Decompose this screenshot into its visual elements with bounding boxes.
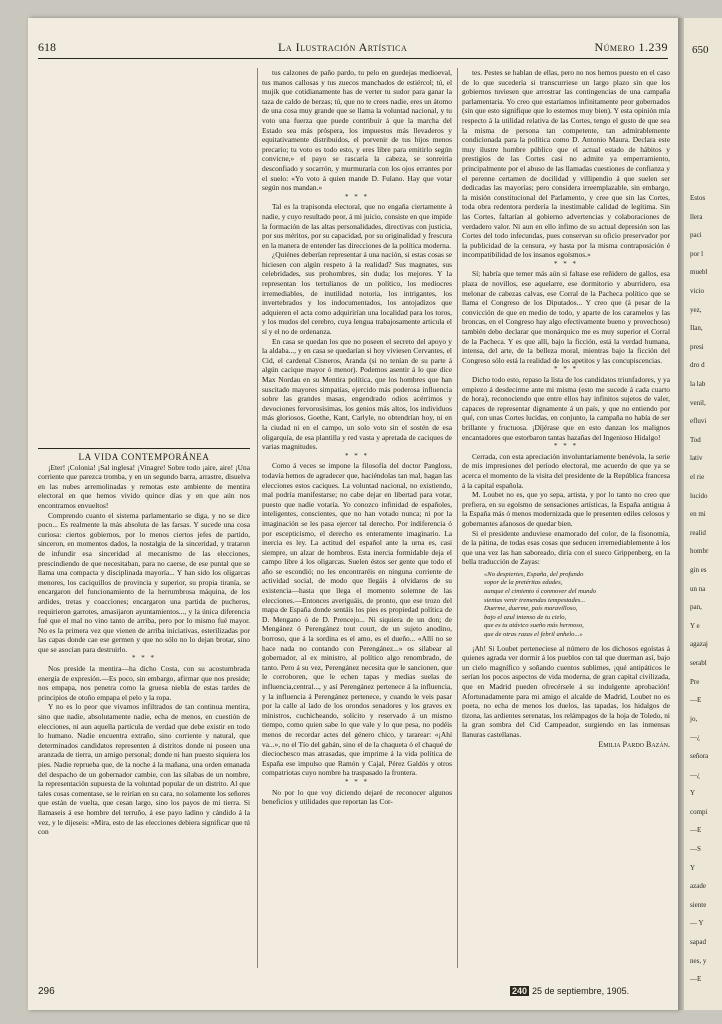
section-stars: * * * [554, 259, 578, 268]
adjacent-page-fragment: la lab [690, 380, 706, 388]
adjacent-page-fragment: serabl [690, 659, 707, 667]
adjacent-page-fragment: presi [690, 342, 704, 351]
adjacent-page-fragment: realid [690, 528, 706, 537]
poem-line: aunque el cimiento ó conmover del mundo [484, 588, 597, 596]
poem-line: «No despiertes, España, del profundo [484, 570, 584, 578]
adjacent-page-fragment: Y e [690, 621, 700, 630]
adjacent-page-fragment: gin es [690, 566, 707, 574]
adjacent-page-fragment: el rie [690, 473, 705, 481]
poem-line: sopor de la pretéritas edades, [484, 579, 563, 587]
adjacent-page-fragment: lativ [690, 454, 703, 463]
section-rule [38, 448, 250, 449]
page-header [38, 40, 668, 56]
column-1 [38, 68, 250, 837]
section-stars: * * * [345, 192, 369, 201]
paragraph: Cerrada, con esta apreciación involuntariamente benévola, la serie de mis impresiones del período electoral, me acuerdo de que ya se acerca el momento de la visita del presidente de la República francesa á la capital española. [462, 451, 670, 490]
paragraph: No por lo que voy diciendo dejaré de reconocer algunos beneficios y utilidades que reportan las Cor- [262, 787, 452, 807]
adjacent-page-fragment: jo, [690, 714, 698, 723]
paragraph: Comprendo cuanto el sistema parlamentario se diga, y no se dice poco... Es realmente la más absoluta de las farsas. Y sucede una cosa curiosa: ciertos gobiernos, por lo menos ciertos jefes de partido, sinceron, en momentos dados, la nostalgia de la sinceridad, y trataron de infundir esa sinceridad al mecanismo de las elecciones, prescindiendo de que necesitaban, para no caerse, de ese puntal que se llama una compacta y disciplinada mayoría... Y han sido los oligarcas menores, los caciquillos de provincia y superior, su propia tiranía, se encargaron del funcionamiento de la herrumbrosa máquina, de los ardides, tretas y coacciones; encargaron una partida de pucheros, requirieron garrotes, amasijaron ayuntamientos..., y la única diferencia fué que el mal no vino tanto de arriba, pero por lo mismo fué mayor. No es la primera vez que vienen de arriba iniciativas, esterilizadas por las capas donde cae ese germen y que no sólo no lo dejan brotar, sino que se asocian para destruirlo. [38, 510, 250, 654]
section-stars: * * * [132, 654, 156, 663]
adjacent-page-fragment: yez, [690, 305, 702, 314]
paragraph: M. Loubet no es, que yo sepa, artista, y por lo tanto no creo que prefiera, en su egoísmo de sensaciones artísticas, la España antigua á la España más ó menos modernizada que le presenten ediles celosos y gobernantes afanosos de quedar bien. [462, 490, 670, 528]
adjacent-page-fragment: —E [690, 826, 702, 835]
poem-line: que de otras razas el febril anhelo...» [484, 631, 583, 639]
adjacent-page-fragment: un na [690, 584, 706, 593]
paragraph: Sí; habría que temer más aún si faltase ese reñidero de gallos, esa plaza de novillos, ese aquelarre, ese dormitorio y aburridero, esa melonar de cabezas calvas, ese Corral de la Pacheca político que se llama el Congreso de los Diputados... Y creo que (á pesar de la convicción de que en medio de todo, y aparte de los caramelos y las broncas, en el Congreso hay algo efectivamente bueno y provechoso) también debo declarar que monárquico me es muy superior el Corral de la Pacheca. Y es que allí, bajo la ficción, está la verdad humana, intensa, del arte, de la belleza moral, mientras bajo la ficción del Congreso sólo está la realidad de los apetitos y las concupiscencias. [462, 269, 670, 365]
section-stars: * * * [554, 365, 578, 374]
header-rule [38, 58, 668, 59]
adjacent-page-fragment: siente [690, 900, 707, 909]
paragraph: Nos preside la mentira—ha dicho Costa, con su acostumbrada energía de expresión.—Es poco, sin embargo, afirmar que nos preside; nos empapa, nos penetra como la gruesa niebla de estas tardes de principios de otoño empapa el pelo y la ropa. [38, 664, 250, 702]
issue-number: Número 1.239 [594, 40, 668, 54]
column-divider [257, 68, 258, 968]
adjacent-page [684, 18, 722, 1010]
adjacent-page-fragment: —¿ [690, 770, 701, 779]
page-footer [38, 986, 668, 1002]
column-2 [262, 68, 452, 807]
adjacent-page-fragment: — Y [690, 919, 704, 928]
paragraph: Como á veces se impone la filosofía del doctor Pangloss, todavía hemos de agradecer que, haciéndolas tan mal, hagan las elecciones estos caciques. La voluntad nacional, no existiendo, mal podría manifestarse; no cabe dejar en libertad para votar, puesto que nadie votaría. Yo conozco infinidad de españoles, inteligentes, conscientes, que no han votado nunca; ni por la imaginación se les pasa ejercer tal derecho. Por indiferencia ó por escepticismo, el derecho es enteramente imaginario. La inercia es ley. La actitud del español ante la urna es, casi siempre, un alzar de hombros. Esta inercia formidable deja el campo libre á los oligarcas. Suelen éstos ser gente que todo el año se escondió; no les encontraréis en ninguna corriente de actividad social, de modo que llegáis á olvidaros de su existencia—hasta que llega el momento solemne de las elecciones.—Entonces averiguáis, de pronto, que ese trozo del mapa de España donde sentáis los pies es propiedad política de D. Mengano ó de D. Prencejo... Ni siquiera de un don; de Mengánez ó Perengánez tout court, de un sujeto anodino, borroso, que á la sordina es el amo, es el dueño... «Allí no se hace nada no contando con Perengánez...» os silabear al gobernador, al ex ministro, al político algo renombrado, de tanto. Pero á su vez, Perengánez necesita que le sancionen, que le corroboren, que le echen tapas y medias suelas de influencia,central..., y así Perengánez pertenece á la influencia, y la influencia á Perengánez pertenece, y cuando le veis pasar por la calle al lado de los orondos senadores y los graves ex ministros, cuchicheando, solícito y reservado á un mismo tiempo, como quien sabe lo que vale y lo que pesa, no podéis menos de recordar actes del género chico, y tararear: «¡Ahí va...», no el Tío del gabán, sino el de la chaqueta ó el chaqué de dieciochesco mas atrasadas, que imprime á la vida política de España ese impulso que Ramón y Cajal, Pérez Galdós y otros compatriotas cuyo nombre ha traspasado la frontera. [262, 461, 452, 778]
blank-space [38, 68, 250, 448]
adjacent-page-fragment: —¿ [690, 733, 701, 742]
column-3 [462, 68, 670, 749]
poem-line: bajo el azul intenso de tu cielo, [484, 613, 567, 621]
paragraph: ¿Quiénes deberían representar á una nación, si estas cosas se hiciesen con algún respeto á la realidad? Sus magnates, sus celebridades, sus prohombres, sin duda; los mejores. Y la representan los tertulianos de un político, los mediocres irremediables, de inutilidad notoria, los intrigantes, los invertebrados y los indocumentados, los antojadizos que adquieren el acta como adquirirían una localidad para los toros, y los mudos del cerebro, cuya lengua trabajosamente articula el sí y el no de ordenanza. [262, 250, 452, 337]
poem-line: que es tu atávico sueño más hermoso, [484, 622, 584, 630]
adjacent-page-fragment: llera [690, 212, 703, 221]
page-number: 618 [38, 40, 56, 54]
paragraph: Tal es la trapisonda electoral, que no engaña ciertamente á nadie, y cuyo resultado peor, á mi juicio, consiste en que impide la formación de las altas personalidades, directivas con justicia, por sus méritos, por su capacidad, por su originalidad y frescura en la manera de entender las direcciones de la política moderna. [262, 202, 452, 250]
adjacent-page-fragment: dro d [690, 361, 705, 370]
adjacent-page-fragment: —S [690, 845, 701, 853]
section-title: LA VIDA CONTEMPORÁNEA [78, 452, 210, 462]
adjacent-page-fragment: hombr [690, 547, 709, 556]
section-stars: * * * [554, 442, 578, 451]
poem [484, 571, 670, 640]
adjacent-page-fragment: en mi [690, 510, 706, 519]
paragraph: Dicho todo esto, repaso la lista de los candidatos triunfadores, y ya empiezo á desdecirme ante mi misma (esto me sucede á cada cuarto de hora), reconociendo que entre ellos hay infinitos sujetos de valer, capaces de representar dignamente á un país, y que no entiendo por qué, con unas Cortes lucidas, en conjunto, la campaña no había de ser brillante y fructuosa. ¡Díjérase que en esto danzan los malignos encantadores que estorbaron tantas hazañas del Ingenioso Hidalgo! [462, 375, 670, 442]
adjacent-page-fragment: Ilan, [690, 324, 703, 333]
adjacent-page-fragment: Tod [690, 435, 701, 444]
adjacent-page-fragment: por l [690, 249, 704, 258]
adjacent-page-fragment: nes, y [690, 956, 707, 965]
poem-line: sientas venir tremendas tempestades... [484, 596, 586, 604]
poem-line: Duerme, duerme, país maravilloso, [484, 605, 578, 613]
adjacent-page-number: 650 [692, 44, 709, 56]
paragraph: Y no es lo peor que vivamos infiltrados de tan continua mentira, sino que nadie, absolutamente nadie, echa de menos, en cuestión de elecciones, ni aun aquella partícula de verdad que debe existir en todo lo humano. Nadie encuentra extraño, sino corriente y natural, que determinados candidatos representen á distritos donde ni poseen una aranzada de tierra, un amigo personal; donde ni han puesto siquiera los pies. Nadie reprueba que, de la noche á la mañana, una orden emanada del despacho de un gobernador cambie, con las sílabas de un nombre, la representación supuesta de la voluntad popular de un distrito. Al que tales cosas comentase, se le reirían en su cara, no solamente los señores que están de vuelta, que cesan largo, sino los payos de mi tierra. Si llamaseis á ese hombre del terruño, á ese payo ladino y cándido á la vez, y le dijeseis: «Mira, esto de las elecciones debiera significar que tú con [38, 702, 250, 837]
adjacent-page-fragment: azade [690, 882, 706, 891]
paragraph: Si el presidente anduviese enamorado del color, de la fisonomía, de la pátina, de todas esas cosas que seducen irremediablemente á los que una vez las han saboreado, diría con el sueco Grippenberg, en la bella traducción de Zayas: [462, 528, 670, 567]
paragraph: En casa se quedan los que no poseen el secreto del apoyo y la aldaba..., y en casa se quedarían si hoy viviesen Cervantes, el Cid, el cardenal Cisneros, Aranda (si no tenían de su parte á algún cacique mayor ó menor). Podemos asentir á lo que dice Max Nordau en su Mentira política, que los hombres que han suscitado mayores simpatías, ejercido más poderosa influencia sobre las grandes masas, engendrado odios acérrimos y devociones fervorosísimas, los genios más altos, los individuos más gloriosos, Goethe, Kant, Carlyle, no obtendrían hoy, ni en la ciudad ni en el campo, un solo voto sin el sostén de esa oligarquía, de esa plantilla y red vasta y apretada de caciques de varias magnitudes. [262, 336, 452, 452]
paragraph: ¡Eter! ¡Colonia! ¡Sal inglesa! ¡Vinagre! Sobre todo ¡aire, aire! ¡Una corriente que parezca tromba, y en un segundo barra, arrastre, disuelva en las nubes arremolinadas y remotas este ambiente de mentira electoral en que hemos vivido quince días y en que aún nos encontramos envueltos! [38, 462, 250, 510]
adjacent-page-fragment: Y [690, 789, 696, 798]
adjacent-page-fragment: paci [690, 231, 702, 240]
footer-issue-box: 240 [512, 986, 528, 996]
adjacent-page-fragment: —E [690, 696, 702, 705]
adjacent-page-fragment: Y [690, 863, 696, 872]
adjacent-page-fragment: señora [690, 752, 709, 760]
author-signature: Emilia Pardo Bazán. [598, 739, 670, 749]
footer-page-number: 296 [38, 986, 55, 997]
footer-date: 25 de septiembre, 1905. [532, 986, 630, 996]
paragraph: tes. Pestes se hablan de ellas, pero no nos hemos puesto en el caso de lo que sucedería si transcurriese un largo plazo sin que los gobiernos tuviesen que arrostrar las contingencias de una campaña parlamentaria. Yo creo que estaríamos infinitamente peor gobernados (sin que esto signifique que lo estemos muy bien). Y esta opinión mía respecto á la utilidad relativa de las Cortes, tengo el gusto de que sea la misma de persona tan competente, tan admirablemente condicionada para la política como D. Antonio Maura. Declara este muy ilustre hombre público que el actual estado de hábitos y prestigios de las Cortes casi no admite ya emperramiento, principalmente por el abuso de las llamadas cuestiones de confianza y el perenne certamen de docilidad y villipendio á que suelen ser dedicadas las mayorías; pero considera irreemplazable, sin embargo, la misión constitucional del Parlamento, y cree que sin las Cortes, toda obra redentora perdería la inestimable calidad de legítima. Sin las Cortes, faltarían al gobierno advertencias y colaboraciones de verdadero valor. Ni aun en ello ínfimo de su actual depresión son las Cortes del todo infecundas, pues conservan su oficio preservador por la publicidad de la censura, «y hasta por la misma contraposición é incompatibilidad de los insanos egoísmos.» [462, 68, 670, 260]
adjacent-page-fragment: sapad [690, 938, 706, 946]
paragraph: ¡Ah! Si Loubet perteneciese al número de los dichosos egoístas á quienes agrada ver dormir á los pueblos con tal que duerman así, bajo un cielo magnífico y soñando cuentos sublimes, ¡qué antipáticos le serían los pocos aspectos de vida moderna, de gran capital civilizada, que en Madrid pueden ofrecérsele á su indulgente aprobación! Afortunadamente para mi amigo el alcalde de Madrid, Loubet no es poeta, no echa de menos los duelos, las tapadas, los hidalgos de tizona, las ardientes serenatas, los relámpagos de la hoja de Toledo, ni la gran sombra del Cid Campeador, surgiendo en las inmensas llanuras castellanas. [462, 643, 670, 739]
adjacent-page-fragment: muebl [690, 268, 708, 277]
adjacent-page-fragment: Estos [690, 194, 706, 202]
adjacent-page-fragment: vicio [690, 287, 704, 295]
footer-issue [510, 986, 629, 996]
paragraph: tus calzones de paño pardo, tu pelo en guedejas medioeval, tus manos callosas y tus zuecos manchados de estiércol; tú, el mujik que cotidianamente has de verter tu sudor para ganar la taza de caldo de berzas; tú, que no te crees nadie, eres un átomo de una cosa muy grande que se llama la voluntad nacional, y tu voto una fuerza que puede contribuir á que la marcha del Estado sea más próspera, los impuestos más llevaderos y equitativamente distribuidos, el porvenir de tus hijos menos precario; tu voto es todo esto, y eres libre para emitirlo según convicne,» el payo se rascaría la cabeza, se sonreiría desconfiado y socarrón, y murmuraría con los ojos errantes por el suelo: «Yo voto á quien mande D. Fulano. Hay que votar según nos mandan.» [262, 68, 452, 193]
column-divider [457, 68, 458, 968]
publication-title: La Ilustración Artística [278, 40, 408, 54]
adjacent-page-fragment: pan, [690, 603, 702, 612]
adjacent-page-fragment: agazaj [690, 640, 708, 649]
adjacent-page-fragment: venil, [690, 398, 706, 407]
section-stars: * * * [345, 451, 369, 460]
adjacent-page-fragment: compi [690, 807, 708, 816]
section-stars: * * * [345, 777, 369, 786]
adjacent-page-fragment: lucido [690, 491, 708, 500]
adjacent-page-fragment: Pre [690, 677, 700, 686]
adjacent-page-fragment: efluvi [690, 417, 707, 426]
adjacent-page-fragment: —E [690, 975, 702, 984]
